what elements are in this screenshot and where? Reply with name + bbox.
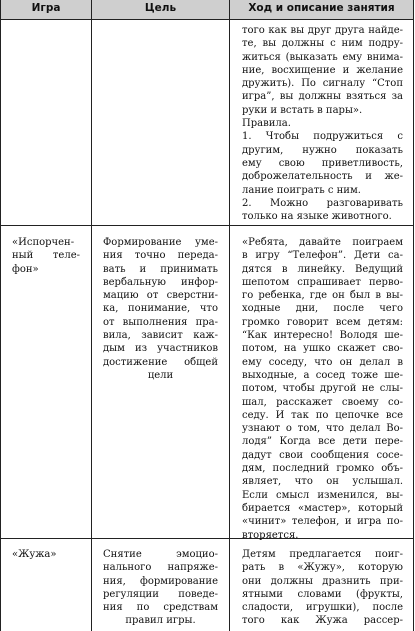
text-line: потом, на ушко скажет сво-	[242, 343, 403, 355]
text-line: потом, чтобы другой не слы-	[242, 383, 403, 395]
text-line: правил игры.	[125, 615, 196, 627]
text-line: дадут свои сообщения сосе-	[242, 449, 403, 461]
text-line: «Жужа»	[12, 549, 57, 560]
description-cell	[242, 236, 403, 542]
text-line: другим, нужно показать	[242, 144, 403, 156]
text-line: узнают о том, что делал Во-	[242, 423, 403, 435]
table-border-left	[0, 0, 1, 631]
text-line: дружить). По сигналу “Стоп	[242, 78, 403, 90]
text-line: регуляции поведе-	[103, 588, 218, 600]
text-line: «чинит» телефон, и игра по-	[242, 516, 403, 528]
goal-cell	[103, 236, 218, 382]
text-line: дям, последний громко объ-	[242, 463, 403, 475]
text-line: Детям предлагается поиг-	[242, 549, 403, 560]
text-line: ние, восхищение и желание	[242, 64, 403, 76]
text-line: «Испорчен-	[12, 237, 75, 248]
text-line: Формирование уме-	[103, 237, 218, 248]
game-cell	[12, 548, 80, 561]
text-line: от выполнения пра-	[103, 316, 218, 328]
text-line: лание поиграть с ним.	[242, 184, 361, 196]
text-line: ему свою приветливость,	[242, 157, 403, 169]
header-description: Ход и описание занятия	[248, 2, 395, 14]
text-line: дым из участников	[103, 343, 218, 355]
text-line: нального напряже-	[103, 562, 218, 574]
game-cell	[12, 236, 80, 276]
text-line: того как вы друг друга найде-	[242, 25, 403, 36]
text-line: ему соседу, что он делал в	[242, 356, 403, 368]
text-line: го ребенка, где он был в вы-	[242, 290, 403, 302]
text-line: дятся в линейку. Ведущий	[242, 263, 403, 275]
goal-cell	[103, 548, 218, 628]
text-line: житься (выказать ему внима-	[242, 51, 403, 63]
text-line: достижение общей	[103, 356, 218, 368]
text-line: вторяется.	[242, 529, 299, 541]
text-line: фон»	[12, 263, 39, 275]
text-line: бирается «мастер», который	[242, 502, 403, 514]
text-line: ка, понимание, что	[103, 303, 218, 315]
text-line: являет, что он услышал.	[242, 476, 403, 488]
text-line: седу. И так по цепочке все	[242, 409, 403, 421]
text-line: в игру “Телефон”. Дети са-	[242, 250, 403, 262]
header-game: Игра	[31, 2, 61, 14]
text-line: шал, расскажет своему со-	[242, 396, 403, 408]
text-line: они должны дразнить при-	[242, 575, 403, 587]
description-cell	[242, 24, 403, 223]
text-line: шепотом спрашивает перво-	[242, 276, 403, 288]
header-goal: Цель	[144, 2, 177, 14]
text-line: Если смысл изменился, вы-	[242, 489, 403, 501]
text-line: громко говорит всем детям:	[242, 316, 403, 328]
text-line: сладости, игрушки), после	[242, 602, 403, 614]
text-line: лодя” Когда все дети пере-	[242, 436, 403, 448]
text-line: “Как интересно! Володя ше-	[242, 330, 403, 342]
text-line: доброжелательность и же-	[242, 171, 403, 183]
text-line: ходные дни, после чего	[242, 303, 403, 315]
text-line: те, вы должны с ним подру-	[242, 38, 403, 50]
text-line: ния, формирование	[103, 575, 218, 587]
text-line: 2. Можно разговаривать	[242, 197, 403, 209]
text-line: цели	[147, 369, 174, 381]
text-line: вила, зависит каж-	[103, 330, 218, 342]
text-line: мацию от сверстни-	[103, 290, 218, 302]
text-line: только на языке животного.	[242, 211, 392, 223]
text-line: «Ребята, давайте поиграем	[242, 237, 403, 248]
text-line: выходные, а сосед тоже ше-	[242, 369, 403, 381]
text-line: ния по средствам	[103, 602, 218, 614]
text-line: рать в «Жужу», которую	[242, 562, 403, 574]
table-border-right	[413, 0, 414, 631]
column-divider-1	[91, 0, 92, 631]
text-line: игра”, вы должны взяться за	[242, 91, 403, 103]
description-cell	[242, 548, 403, 628]
text-line: 1. Чтобы подружиться с	[242, 131, 403, 143]
column-divider-2	[229, 0, 230, 631]
text-line: Снятие эмоцио-	[103, 549, 218, 560]
text-line: ный теле-	[12, 250, 80, 262]
text-line: ятными словами (фрукты,	[242, 588, 403, 600]
text-line: вербальную инфор-	[103, 276, 218, 288]
text-line: вать и принимать	[103, 263, 218, 275]
row-divider-1	[0, 225, 414, 226]
text-line: того как Жужа рассер-	[242, 615, 403, 627]
text-line: руки и встать в пары».	[242, 104, 363, 116]
text-line: Правила.	[242, 118, 291, 130]
text-line: ния точно переда-	[103, 250, 218, 262]
